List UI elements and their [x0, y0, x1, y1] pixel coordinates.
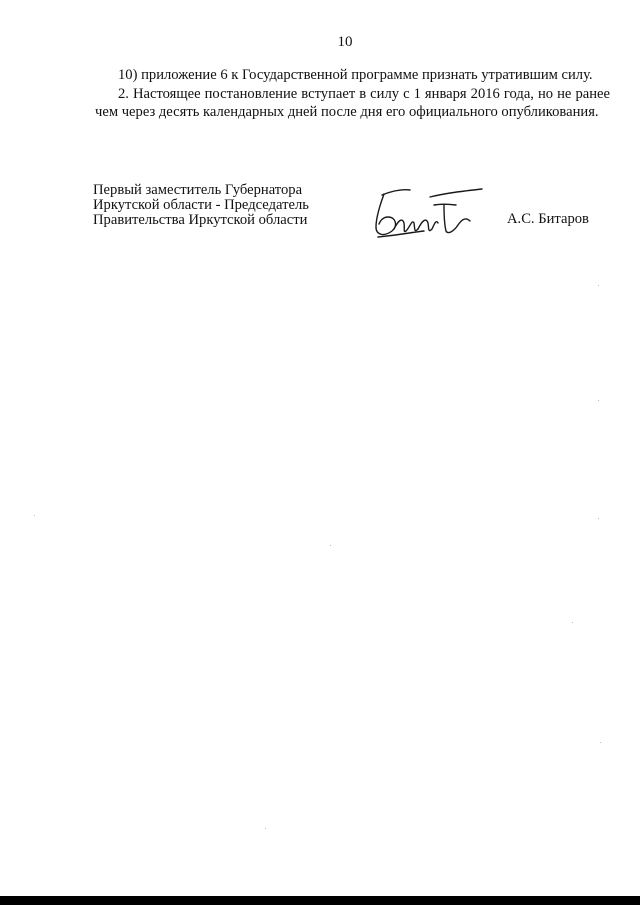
- scan-speck: [34, 515, 35, 516]
- signatory-title: [93, 183, 309, 228]
- paragraph-item-10: 10) приложение 6 к Государственной программе признать утратившим силу.: [118, 67, 593, 83]
- signatory-title-line: Первый заместитель Губернатора: [93, 182, 303, 198]
- scan-bottom-edge: [0, 896, 640, 905]
- scan-speck: [598, 518, 599, 519]
- scan-speck: [598, 285, 599, 286]
- scan-speck: [265, 828, 266, 829]
- signatory-title-line: Иркутской области - Председатель: [93, 197, 309, 213]
- handwritten-signature: [368, 183, 488, 245]
- page-number: 10: [337, 34, 353, 50]
- paragraph-effective-date: 2. Настоящее постановление вступает в силу с 1 января 2016 года, но не ранее чем через десять календарных дней после дня его официального опубликования.: [95, 85, 610, 120]
- scan-speck: [598, 400, 599, 401]
- signatory-title-line: Правительства Иркутской области: [93, 212, 308, 228]
- signatory-name: А.С. Битаров: [507, 211, 589, 227]
- scan-speck: [600, 742, 601, 743]
- scan-speck: [330, 545, 331, 546]
- scan-speck: [572, 622, 573, 623]
- body-text: [95, 66, 610, 122]
